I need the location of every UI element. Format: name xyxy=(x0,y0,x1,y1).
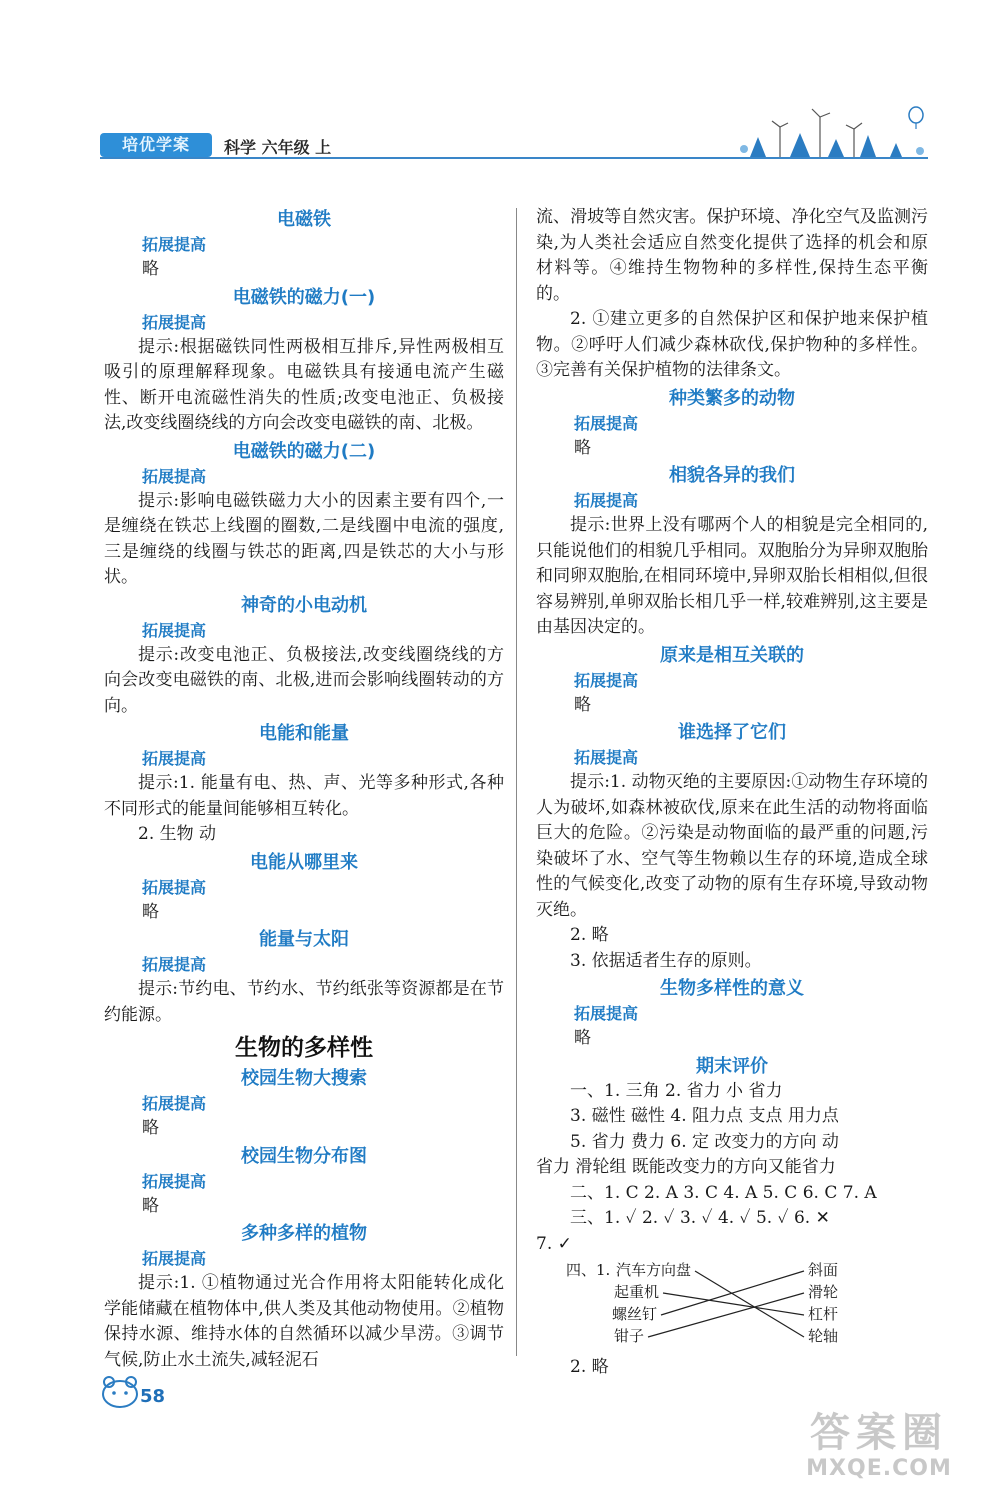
section-heading: 电能和能量 xyxy=(259,723,349,744)
answer-paragraph: 提示:1. 能量有电、热、声、光等多种形式,各种不同形式的能量间能够相互转化。 xyxy=(104,773,504,819)
matching-right-item: 滑轮 xyxy=(808,1283,839,1301)
subsection-label: 拓展提高 xyxy=(574,748,639,767)
answer-text: 略 xyxy=(142,1195,159,1216)
subsection-label: 拓展提高 xyxy=(142,235,207,254)
subsection-label: 拓展提高 xyxy=(142,620,207,640)
matching-right-item: 斜面 xyxy=(808,1261,839,1279)
answer-line: 2. 生物 动 xyxy=(138,824,217,844)
answer-line: 5. 省力 费力 6. 定 改变力的方向 动 xyxy=(570,1131,839,1152)
answer-line: 3. 依据适者生存的原则。 xyxy=(570,950,762,971)
section-heading: 电磁铁的磁力(二) xyxy=(232,440,376,462)
matching-left-item: 起重机 xyxy=(614,1283,660,1301)
section-heading: 电能从哪里来 xyxy=(250,851,358,873)
unit-heading: 生物的多样性 xyxy=(235,1035,373,1061)
column-divider xyxy=(516,208,517,1356)
watermark-text: 答案圈 xyxy=(810,1410,948,1456)
matching-line xyxy=(661,1271,804,1315)
matching-left-item: 螺丝钉 xyxy=(612,1305,658,1323)
page-header xyxy=(100,105,930,165)
section-heading: 校园生物分布图 xyxy=(241,1145,367,1167)
answer-paragraph: 省力 滑轮组 既能改变力的方向又能省力 xyxy=(536,1157,836,1177)
watermark xyxy=(774,1410,984,1482)
section-heading: 期末评价 xyxy=(696,1055,768,1077)
page-number: 58 xyxy=(140,1386,166,1407)
section-heading: 谁选择了它们 xyxy=(678,722,786,743)
answer-text: 略 xyxy=(142,259,159,279)
answer-paragraph: 提示:改变电池正、负极接法,改变线圈绕线的方向会改变电磁铁的南、北极,进而会影响线圈转动的方向。 xyxy=(104,644,504,716)
scenery-decoration xyxy=(730,105,930,161)
section-heading: 神奇的小电动机 xyxy=(241,594,367,616)
subsection-label: 拓展提高 xyxy=(574,491,639,510)
answer-paragraph: 提示:影响电磁铁磁力大小的因素主要有四个,一是缠绕在铁芯上线圈的圈数,二是线圈中电流的强度,三是缠绕的线圈与铁芯的距离,四是铁芯的大小与形状。 xyxy=(104,490,504,587)
subsection-label: 拓展提高 xyxy=(574,1004,639,1023)
matching-prefix: 四、1. xyxy=(566,1261,611,1279)
section-heading: 种类繁多的动物 xyxy=(669,387,795,409)
matching-line xyxy=(695,1271,804,1337)
section-heading: 多种多样的植物 xyxy=(241,1223,367,1244)
matching-diagram xyxy=(536,1259,928,1351)
answer-line: 2. 略 xyxy=(570,925,609,945)
matching-right-item: 杠杆 xyxy=(808,1305,839,1323)
section-heading: 电磁铁的磁力(一) xyxy=(232,286,376,308)
section-heading: 相貌各异的我们 xyxy=(669,465,795,486)
answer-paragraph: 流、滑坡等自然灾害。保护环境、净化空气及监测污染,为人类社会适应自然变化提供了选择的机会和原材料等。④维持生物物种的多样性,保持生态平衡的。 xyxy=(536,207,928,304)
answer-line: 一、1. 三角 2. 省力 小 省力 xyxy=(570,1080,783,1101)
answer-line: 三、1. ✓ 2. ✓ 3. ✓ 4. ✓ 5. ✓ 6. ✕ xyxy=(570,1208,830,1228)
answer-paragraph: 提示:世界上没有哪两个人的相貌是完全相同的,只能说他们的相貌几乎相同。双胞胎分为异卵双胞胎和同卵双胞胎,在相同环境中,异卵双胎长相相似,但很容易辨别,单卵双胎长相几乎一样,较难辨别,这主要是由基因决定的。 xyxy=(536,515,928,637)
book-subtitle: 科学 六年级 上 xyxy=(224,138,332,157)
answer-text: 略 xyxy=(574,437,591,458)
answer-text: 略 xyxy=(142,1118,159,1138)
subsection-label: 拓展提高 xyxy=(142,749,207,768)
matching-left-item: 汽车方向盘 xyxy=(616,1261,692,1279)
watermark-url: MXQE.COM xyxy=(806,1456,952,1481)
answer-line: 二、1. C 2. A 3. C 4. A 5. C 6. C 7. A xyxy=(570,1182,877,1203)
subsection-label: 拓展提高 xyxy=(142,1171,207,1191)
subsection-label: 拓展提高 xyxy=(142,955,207,974)
subsection-label: 拓展提高 xyxy=(142,877,207,897)
right-column xyxy=(536,205,928,1381)
section-heading: 原来是相互关联的 xyxy=(660,644,804,666)
answer-paragraph: 7. ✓ xyxy=(536,1233,572,1254)
matching-lines xyxy=(536,1259,916,1351)
matching-line xyxy=(663,1293,804,1315)
answer-text: 略 xyxy=(574,694,591,715)
answer-paragraph: 2. ①建立更多的自然保护区和保护地来保护植物。②呼吁人们减少森林砍伐,保护物种的多样性。③完善有关保护植物的法律条文。 xyxy=(536,309,928,380)
subsection-label: 拓展提高 xyxy=(142,1094,207,1113)
subsection-label: 拓展提高 xyxy=(574,413,639,433)
subsection-label: 拓展提高 xyxy=(142,312,207,332)
mascot-icon xyxy=(98,1372,142,1410)
subsection-label: 拓展提高 xyxy=(142,466,207,486)
answer-line: 3. 磁性 磁性 4. 阻力点 支点 用力点 xyxy=(570,1106,839,1126)
section-heading: 能量与太阳 xyxy=(259,929,349,950)
subsection-label: 拓展提高 xyxy=(574,670,639,690)
brand-logo: 培优学案 xyxy=(100,133,212,157)
matching-line xyxy=(648,1293,804,1337)
answer-paragraph: 提示:根据磁铁同性两极相互排斥,异性两极相互吸引的原理解释现象。电磁铁具有接通电流产生磁性、断开电流磁性消失的性质;改变电池正、负极接法,改变线圈绕线的方向会改变电磁铁的南、北极。 xyxy=(104,336,504,433)
matching-left-item: 钳子 xyxy=(614,1327,645,1345)
answer-line: 2. 略 xyxy=(570,1357,609,1377)
header-rule xyxy=(100,157,928,159)
answer-paragraph: 提示:1. ①植物通过光合作用将太阳能转化成化学能储藏在植物体中,供人类及其他动物使用。②植物保持水源、维持水体的自然循环以减少旱涝。③调节气候,防止水土流失,减轻泥石 xyxy=(104,1273,504,1370)
answer-paragraph: 提示:1. 动物灭绝的主要原因:①动物生存环境的人为破坏,如森林被砍伐,原来在此生活的动物将面临巨大的危险。②污染是动物面临的最严重的问题,污染破坏了水、空气等生物赖以生存的环境,造成全球性的气候变化,改变了动物的原有生存环境,导致动物灭绝。 xyxy=(536,772,928,920)
section-heading: 电磁铁 xyxy=(277,209,331,230)
matching-right-item: 轮轴 xyxy=(808,1327,839,1345)
answer-text: 略 xyxy=(574,1028,591,1048)
section-heading: 生物多样性的意义 xyxy=(660,978,804,999)
answer-paragraph: 提示:节约电、节约水、节约纸张等资源都是在节约能源。 xyxy=(104,979,504,1025)
left-column xyxy=(104,205,504,1373)
section-heading: 校园生物大搜索 xyxy=(241,1068,367,1089)
subsection-label: 拓展提高 xyxy=(142,1249,207,1268)
answer-text: 略 xyxy=(142,901,159,922)
